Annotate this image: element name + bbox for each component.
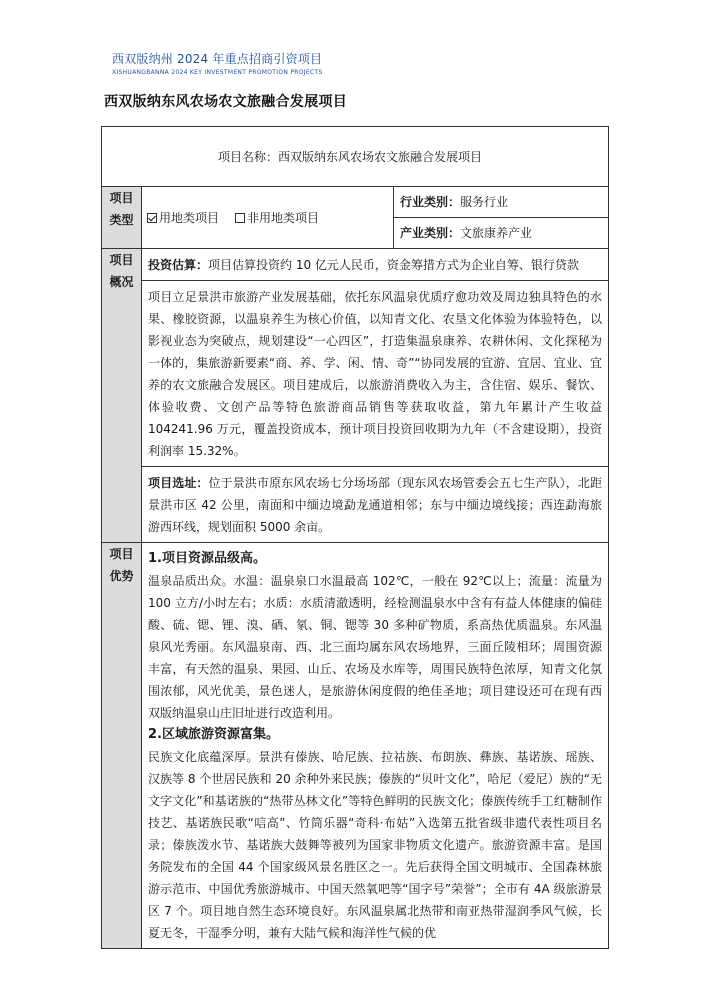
page-header: [112, 52, 322, 77]
investment-estimate: 投资估算：项目估算投资约 10 亿元人民币，资金筹措方式为企业自筹、银行贷款: [142, 249, 609, 281]
type-option-nonland: 非用地类项目: [247, 210, 320, 225]
industry-category: 行业类别：服务行业: [394, 187, 609, 218]
project-table: [101, 126, 609, 949]
sector-category: 产业类别：文旅康养产业: [394, 218, 609, 249]
checkbox-checked-icon: [147, 213, 157, 223]
type-label: 项目 类型: [102, 187, 142, 249]
header-title-zh: 西双版纳州 2024 年重点招商引资项目: [112, 52, 323, 66]
overview-label: 项目 概况: [102, 249, 142, 543]
advantage-label: 项目 优势: [102, 543, 142, 949]
advantage-text-2: 民族文化底蕴深厚。景洪有傣族、哈尼族、拉祜族、布朗族、彝族、基诺族、瑶族、汉族等 8 个世居民族和 20 余种外来民族；傣族的“贝叶文化”，哈尼（爱尼）族的“无文字文化”和基诺族的“热带丛林文化”等特色鲜明的民族文化；傣族传统手工红糖制作技艺、基诺族民歌“唁高”、竹筒乐器“奇科·布姑”入选第五批省级非遗代表性项目名录；傣族泼水节、基诺族大鼓舞等被列为国家非物质文化遗产。旅游资源丰富。是国务院发布的全国 44 个国家级风景名胜区之一。先后获得全国文明城市、全国森林旅游示范市、中国优秀旅游城市、中国天然氧吧等“国字号”荣誉”；全市有 4A 级旅游景区 7 个。项目地自然生态环境良好。东风温泉属北热带和南亚热带湿润季风气候，长夏无冬，干湿季分明，兼有大陆气候和海洋性气候的优: [148, 750, 603, 940]
project-type-options: [142, 187, 394, 249]
advantage-text-1: 温泉品质出众。水温：温泉泉口水温最高 102℃，一般在 92℃以上；流量：流量为 100 立方/小时左右；水质：水质清澈透明，经检测温泉水中含有有益人体健康的偏硅酸、硫、锶、锂、溴、硒、氡、铜、锶等 30 多种矿物质，系高热优质温泉。东风温泉风光秀丽。东风温泉南、西、北三面均属东风农场地界，三面丘陵相环；周围资源丰富，有天然的温泉、果园、山丘、农场及水库等，周围民族特色浓厚，知青文化氛围浓郁，风光优美，景色迷人，是旅游休闲度假的绝佳圣地；项目建设还可在现有西双版纳温泉山庄旧址进行改造利用。: [148, 574, 603, 720]
advantage-title-2: 2.区域旅游资源富集。: [148, 727, 279, 742]
project-site: 项目选址：位于景洪市原东风农场七分场场部（现东风农场管委会五七生产队），北距景洪市区 42 公里，南面和中缅边境勐龙通道相邻；东与中缅边境线接；西连勐海旅游西环线，规划面积 5000 余亩。: [142, 467, 609, 543]
type-option-land: 用地类项目: [159, 210, 220, 225]
project-name-row: 项目名称：西双版纳东风农场农文旅融合发展项目: [102, 127, 609, 187]
checkbox-unchecked-icon: [235, 213, 245, 223]
overview-text: 项目立足景洪市旅游产业发展基础，依托东风温泉优质疗愈功效及周边独具特色的水果、橡胶资源，以温泉养生为核心价值，以知青文化、农垦文化体验为体验特色，以影视业态为突破点，规划建设“一心四区”，打造集温泉康养、农耕休闲、文化探秘为一体的，集旅游新要素“商、养、学、闲、情、奇”“协同发展的宜游、宜居、宜业、宜养的农文旅融合发展区。项目建成后，以旅游消费收入为主，含住宿、娱乐、餐饮、体验收费、文创产品等特色旅游商品销售等获取收益，第九年累计产生收益 104241.96 万元，覆盖投资成本，预计项目投资回收期为九年（不含建设期），投资利润率 15.32%。: [142, 281, 609, 467]
header-title-en: XISHUANGBANNA 2024 KEY INVESTMENT PROMOTION PROJECTS: [112, 69, 323, 76]
document-title: 西双版纳东风农场农文旅融合发展项目: [104, 94, 348, 110]
advantage-content: [142, 543, 609, 949]
advantage-title-1: 1.项目资源品级高。: [148, 551, 266, 566]
